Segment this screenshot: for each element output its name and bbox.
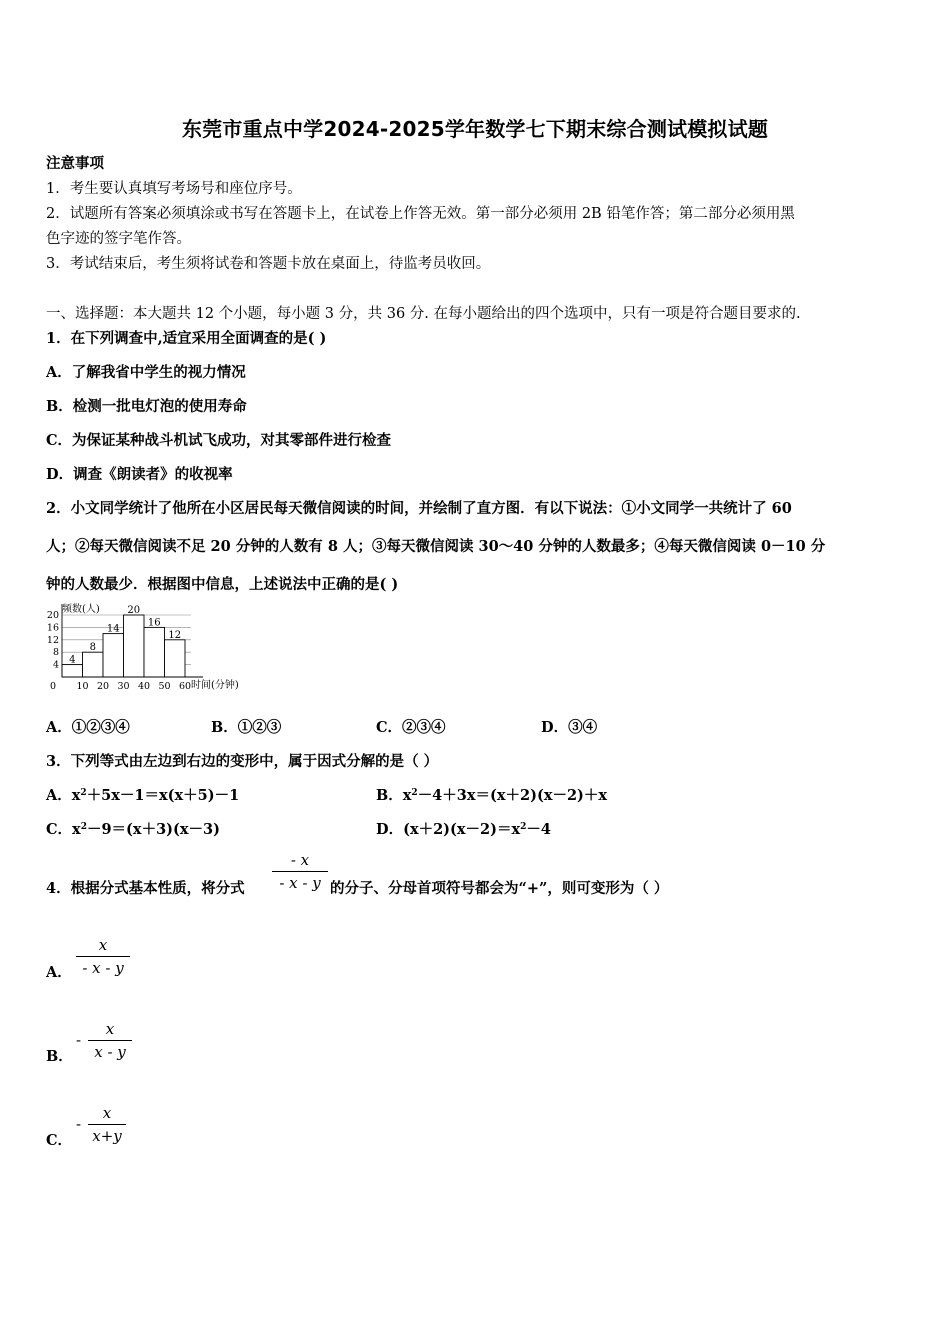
bar-value-label: 12	[168, 629, 182, 641]
option-text: (x＋2)(x－2)＝x	[403, 821, 521, 838]
histogram-bar	[103, 634, 124, 677]
histogram-bar	[144, 627, 165, 677]
notice-item-2-line-2: 色字迹的签字笔作答。	[46, 231, 191, 247]
y-tick-label: 20	[46, 610, 59, 621]
histogram-x-axis-label: 时间(分钟)	[191, 680, 239, 691]
fraction-numerator: - x	[290, 851, 310, 869]
option-text: x	[72, 821, 81, 838]
question-4-option-a-fraction	[76, 936, 130, 977]
option-text: －4＋3x＝(x＋2)(x－2)＋x	[417, 787, 608, 804]
exponent: 2	[520, 822, 527, 832]
question-1-option-d: D．调查《朗读者》的收视率	[46, 466, 233, 483]
fraction-numerator: x	[105, 1020, 115, 1038]
question-4-fraction	[272, 851, 328, 892]
histogram-bar	[165, 640, 186, 677]
notice-item-3: 3．考试结束后，考生须将试卷和答题卡放在桌面上，待监考员收回。	[46, 256, 491, 272]
option-label: C．	[46, 821, 73, 838]
option-text: x	[402, 787, 412, 804]
histogram-x-ticks	[50, 681, 191, 692]
question-3-option-c	[46, 818, 220, 839]
bar-value-label: 14	[106, 623, 120, 635]
question-4-option-b-label: B．	[46, 1048, 73, 1065]
question-3-stem: 3．下列等式由左边到右边的变形中，属于因式分解的是（ ）	[46, 753, 439, 770]
x-tick-label: 50	[158, 681, 171, 692]
question-4-option-b-fraction	[88, 1020, 132, 1061]
y-tick-label: 8	[52, 647, 59, 659]
question-4-option-c-fraction	[88, 1104, 126, 1145]
fraction-denominator: x+y	[92, 1127, 122, 1145]
x-tick-label: 60	[178, 681, 192, 692]
question-2-option-a: A．①②③④	[46, 719, 130, 736]
exponent: 2	[411, 788, 418, 798]
bar-value-label: 16	[147, 617, 161, 629]
option-text: －4	[526, 821, 551, 838]
exponent: 2	[80, 788, 87, 798]
bar-value-label: 20	[127, 605, 141, 616]
histogram-y-axis-label: 频数(人)	[62, 604, 100, 615]
minus-sign: -	[76, 1115, 82, 1133]
question-3-option-d	[376, 818, 551, 839]
question-2-stem-line-1: 2．小文同学统计了他所在小区居民每天微信阅读的时间，并绘制了直方图．有以下说法：①小文同学一共统计了 60	[46, 500, 792, 517]
histogram-bar	[124, 615, 145, 677]
question-1-option-c: C．为保证某种战斗机试飞成功，对其零部件进行检查	[46, 432, 392, 449]
notice-item-2-line-1: 2．试题所有答案必须填涂或书写在答题卡上，在试卷上作答无效。第一部分必须用 2B 铅笔作答；第二部分必须用黑	[46, 206, 795, 222]
question-2-stem-line-2: 人；②每天微信阅读不足 20 分钟的人数有 8 人；③每天微信阅读 30～40 分钟的人数最多；④每天微信阅读 0－10 分	[46, 538, 826, 555]
histogram-bars	[62, 615, 185, 677]
question-2-option-b: B．①②③	[211, 719, 282, 736]
histogram-chart	[44, 600, 254, 695]
x-tick-label: 30	[117, 681, 130, 692]
fraction-bar	[88, 1040, 132, 1041]
question-2-option-d: D．③④	[541, 719, 598, 736]
x-tick-label: 0	[49, 681, 57, 692]
bar-value-label: 4	[69, 654, 76, 666]
x-tick-label: 20	[96, 681, 110, 692]
fraction-bar	[88, 1124, 126, 1125]
question-1-option-b: B．检测一批电灯泡的使用寿命	[46, 398, 247, 415]
option-text: ＋5x－1＝x(x＋5)－1	[86, 787, 240, 804]
x-tick-label: 40	[137, 681, 151, 692]
question-4-option-a-label: A．	[46, 964, 72, 981]
page-title: 东莞市重点中学2024-2025学年数学七下期末综合测试模拟试题	[181, 117, 769, 141]
option-label: D．	[376, 821, 404, 838]
x-tick-label: 10	[76, 681, 89, 692]
y-tick-label: 12	[46, 634, 59, 646]
question-1-option-a: A．了解我省中学生的视力情况	[46, 364, 246, 381]
question-3-option-a	[46, 784, 239, 805]
option-text: x	[71, 787, 81, 804]
section-heading-choice: 一、选择题：本大题共 12 个小题，每小题 3 分，共 36 分. 在每小题给出的四个选项中，只有一项是符合题目要求的.	[46, 306, 801, 322]
fraction-bar	[272, 871, 328, 872]
exponent: 2	[80, 822, 87, 832]
fraction-denominator: - x - y	[82, 959, 124, 977]
histogram-bar	[83, 652, 104, 677]
option-text: －9＝(x＋3)(x－3)	[86, 821, 220, 838]
bar-value-label: 8	[89, 642, 96, 654]
question-2-option-c: C．②③④	[376, 719, 446, 736]
option-label: A．	[46, 787, 72, 804]
histogram-y-ticks	[47, 610, 59, 671]
notice-item-1: 1．考生要认真填写考场号和座位序号。	[46, 181, 302, 197]
minus-sign: -	[76, 1031, 82, 1049]
y-tick-label: 4	[52, 659, 59, 671]
question-4-stem-post: 的分子、分母首项符号都会为“+”，则可变形为（ ）	[330, 880, 669, 897]
question-3-option-b	[376, 784, 607, 805]
fraction-denominator: x - y	[94, 1043, 126, 1061]
question-1-stem: 1．在下列调查中,适宜采用全面调查的是( )	[46, 330, 327, 347]
question-4-option-c-label: C．	[46, 1132, 73, 1149]
histogram-bar	[62, 665, 83, 677]
y-tick-label: 16	[46, 622, 59, 634]
question-4-stem-pre: 4．根据分式基本性质，将分式	[46, 880, 245, 897]
fraction-numerator: x	[98, 936, 108, 954]
fraction-denominator: - x - y	[279, 874, 321, 892]
fraction-numerator: x	[102, 1104, 112, 1122]
question-2-stem-line-3: 钟的人数最少．根据图中信息，上述说法中正确的是( )	[46, 576, 399, 593]
fraction-bar	[76, 956, 130, 957]
notice-heading: 注意事项	[46, 155, 104, 172]
option-label: B．	[376, 787, 403, 804]
